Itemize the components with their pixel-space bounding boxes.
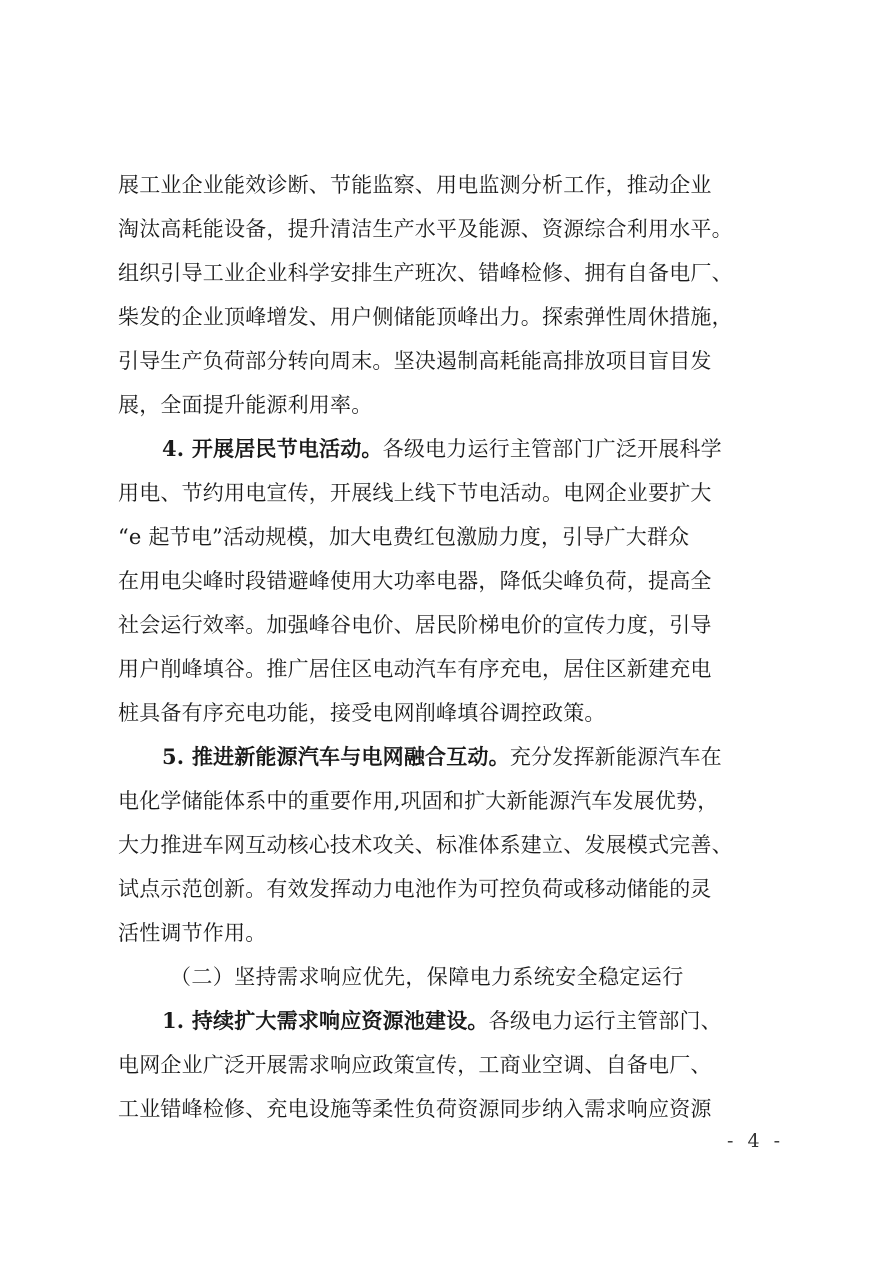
- text-line: 试点示范创新。有效发挥动力电池作为可控负荷或移动储能的灵: [118, 877, 712, 901]
- item-5-text: 充分发挥新能源汽车在: [509, 745, 722, 769]
- text-line: 用户削峰填谷。推广居住区电动汽车有序充电，居住区新建充电: [118, 657, 712, 681]
- text-line: 展，全面提升能源利用率。: [118, 393, 373, 417]
- text-line: 组织引导工业企业科学安排生产班次、错峰检修、拥有自备电厂、: [118, 261, 733, 285]
- text-line: 工业错峰检修、充电设施等柔性负荷资源同步纳入需求响应资源: [118, 1097, 712, 1121]
- text-line: 柴发的企业顶峰增发、用户侧储能顶峰出力。探索弹性周休措施，: [118, 305, 733, 329]
- text-line: 桩具备有序充电功能，接受电网削峰填谷调控政策。: [118, 701, 606, 725]
- item-1-text: 各级电力运行主管部门、: [488, 1009, 722, 1033]
- text-line: 展工业企业能效诊断、节能监察、用电监测分析工作，推动企业: [118, 173, 712, 197]
- document-body: [118, 163, 778, 1131]
- text-line: “e 起节电”活动规模，加大电费红包激励力度，引导广大群众: [118, 525, 690, 549]
- text-line: 用电、节约用电宣传，开展线上线下节电活动。电网企业要扩大: [118, 481, 712, 505]
- item-4-heading: 4. 开展居民节电活动。: [162, 436, 383, 461]
- text-line: 电化学储能体系中的重要作用,巩固和扩大新能源汽车发展优势，: [118, 789, 719, 813]
- item-5-heading: 5. 推进新能源汽车与电网融合互动。: [162, 744, 510, 769]
- text-line: 大力推进车网互动核心技术攻关、标准体系建立、发展模式完善、: [118, 833, 733, 857]
- text-line: 在用电尖峰时段错避峰使用大功率电器，降低尖峰负荷，提高全: [118, 569, 712, 593]
- paragraph-item-1-first-line: [118, 999, 778, 1043]
- section-heading: （二）坚持需求响应优先，保障电力系统安全稳定运行: [170, 965, 684, 989]
- text-line: 社会运行效率。加强峰谷电价、居民阶梯电价的宣传力度，引导: [118, 613, 712, 637]
- page-number: - 4 -: [726, 1130, 784, 1152]
- paragraph-item-5-first-line: [118, 735, 778, 779]
- text-line: 淘汰高耗能设备，提升清洁生产水平及能源、资源综合利用水平。: [118, 217, 733, 241]
- text-line: 活性调节作用。: [118, 921, 267, 945]
- text-line: 引导生产负荷部分转向周末。坚决遏制高耗能高排放项目盲目发: [118, 349, 712, 373]
- item-4-text: 各级电力运行主管部门广泛开展科学: [382, 437, 722, 461]
- item-1-heading: 1. 持续扩大需求响应资源池建设。: [162, 1008, 489, 1033]
- paragraph-item-4-first-line: [118, 427, 778, 471]
- text-line: 电网企业广泛开展需求响应政策宣传，工商业空调、自备电厂、: [118, 1053, 712, 1077]
